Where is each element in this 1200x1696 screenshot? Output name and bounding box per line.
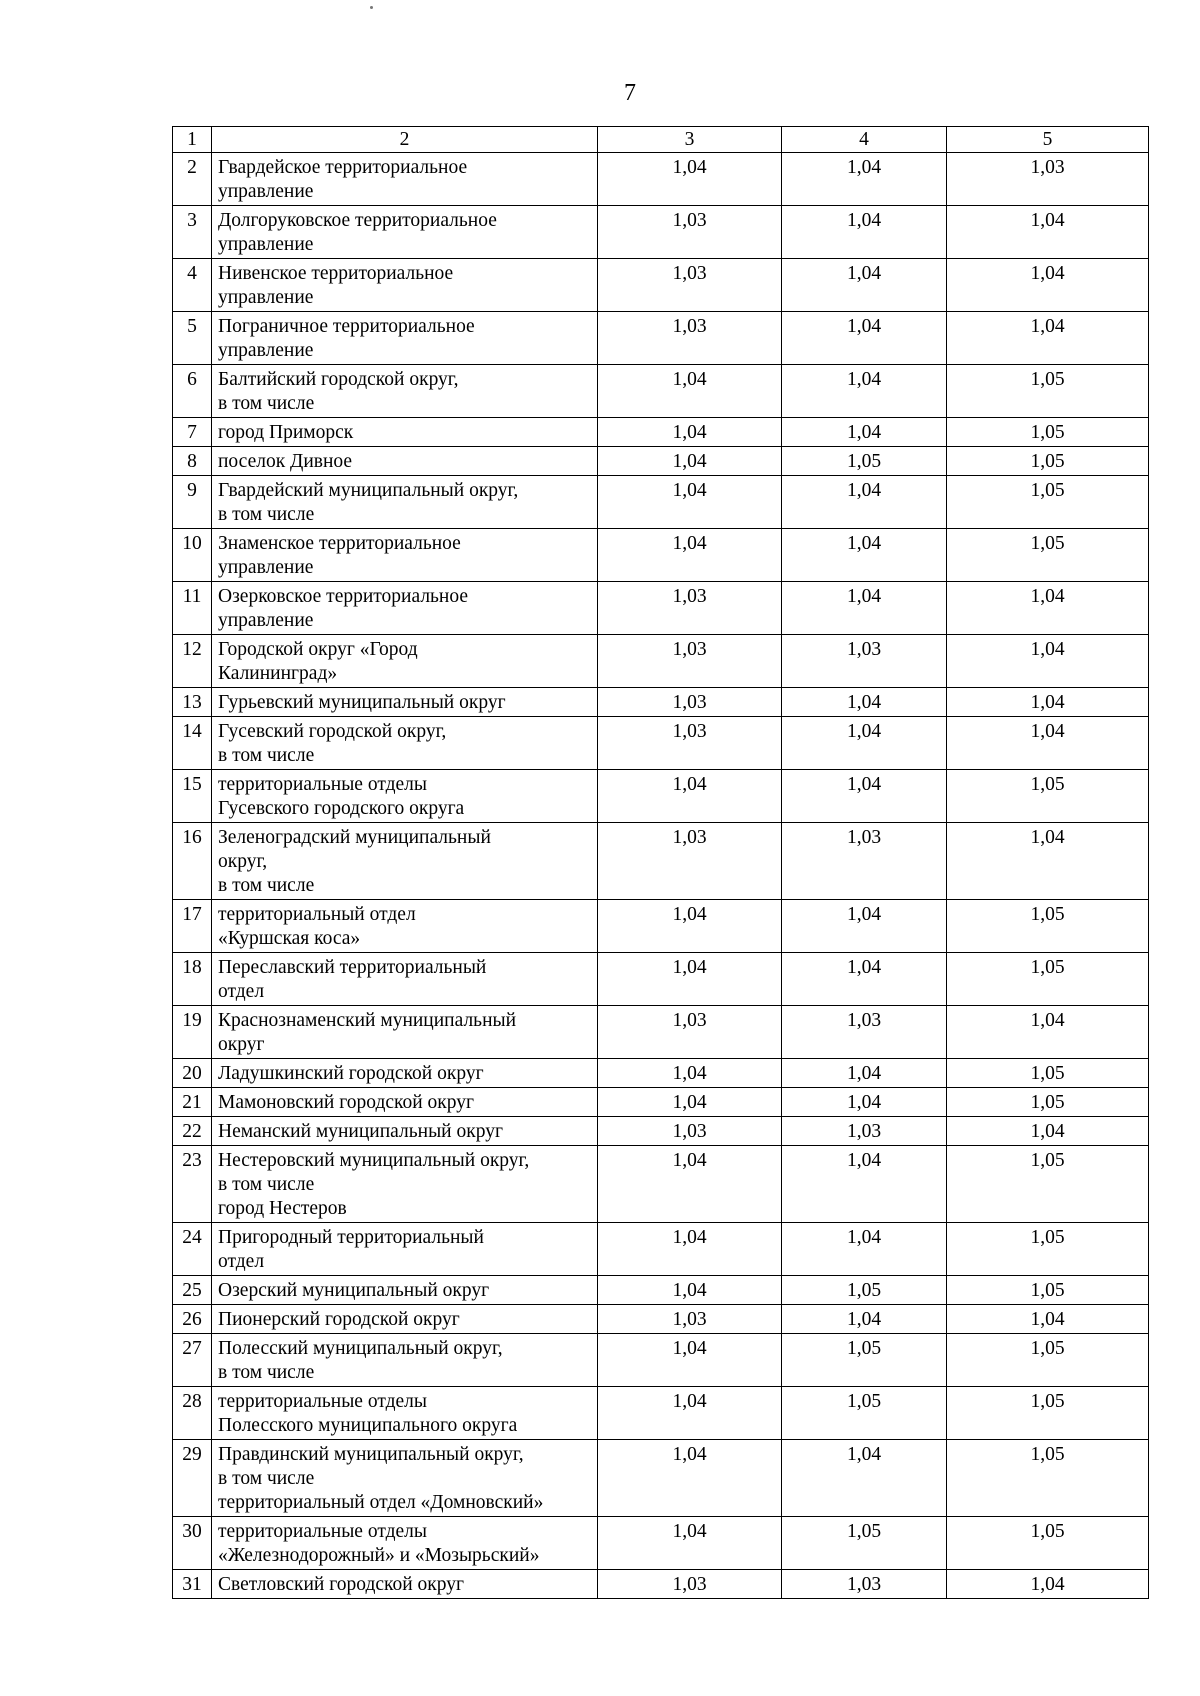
row-number-cell: 31 bbox=[173, 1570, 212, 1599]
row-number-cell: 28 bbox=[173, 1387, 212, 1440]
territory-name-cell bbox=[212, 688, 598, 717]
coefficient-cell-c3: 1,03 bbox=[598, 1305, 782, 1334]
row-number-cell: 4 bbox=[173, 259, 212, 312]
header-cell: 2 bbox=[212, 127, 598, 153]
coefficient-cell-c3: 1,03 bbox=[598, 823, 782, 900]
table-row bbox=[173, 206, 1149, 259]
territory-name-cell bbox=[212, 153, 598, 206]
row-number-cell: 17 bbox=[173, 900, 212, 953]
territory-name-cell bbox=[212, 582, 598, 635]
coefficient-cell-c5: 1,05 bbox=[947, 1059, 1149, 1088]
coefficient-cell-c3: 1,04 bbox=[598, 447, 782, 476]
territory-name-cell bbox=[212, 365, 598, 418]
territory-name-cell bbox=[212, 635, 598, 688]
coefficient-cell-c5: 1,05 bbox=[947, 476, 1149, 529]
coefficient-cell-c3: 1,04 bbox=[598, 953, 782, 1006]
row-number-cell: 6 bbox=[173, 365, 212, 418]
coefficient-cell-c4: 1,04 bbox=[782, 365, 947, 418]
territory-name-line: территориальный отдел bbox=[218, 904, 416, 925]
coefficient-cell-c4: 1,04 bbox=[782, 206, 947, 259]
coefficient-cell-c3: 1,04 bbox=[598, 1146, 782, 1223]
territory-name-line: отдел bbox=[218, 1251, 265, 1272]
coefficient-cell-c5: 1,04 bbox=[947, 1006, 1149, 1059]
table-row bbox=[173, 900, 1149, 953]
territory-name-cell bbox=[212, 1387, 598, 1440]
coefficient-cell-c3: 1,03 bbox=[598, 582, 782, 635]
header-cell: 4 bbox=[782, 127, 947, 153]
coefficient-cell-c4: 1,04 bbox=[782, 153, 947, 206]
coefficient-cell-c3: 1,04 bbox=[598, 1088, 782, 1117]
territory-name-line: Нестеровский муниципальный округ, bbox=[218, 1150, 530, 1171]
territory-name-line: Полесский муниципальный округ, bbox=[218, 1338, 503, 1359]
table-header-row bbox=[173, 127, 1149, 153]
territory-name-line: в том числе bbox=[218, 1468, 315, 1489]
territory-name-line: Краснознаменский муниципальный bbox=[218, 1010, 517, 1031]
coefficient-cell-c4: 1,04 bbox=[782, 1440, 947, 1517]
table-row bbox=[173, 717, 1149, 770]
territory-name-line: в том числе bbox=[218, 504, 315, 525]
coefficient-cell-c4: 1,04 bbox=[782, 529, 947, 582]
coefficient-cell-c3: 1,03 bbox=[598, 1117, 782, 1146]
coefficient-cell-c5: 1,04 bbox=[947, 312, 1149, 365]
coefficient-cell-c4: 1,05 bbox=[782, 1334, 947, 1387]
territory-name-cell bbox=[212, 953, 598, 1006]
coefficient-cell-c3: 1,04 bbox=[598, 153, 782, 206]
territory-name-cell bbox=[212, 418, 598, 447]
table-row bbox=[173, 1223, 1149, 1276]
coefficient-cell-c4: 1,04 bbox=[782, 953, 947, 1006]
territory-name-cell bbox=[212, 1117, 598, 1146]
coefficient-cell-c3: 1,03 bbox=[598, 259, 782, 312]
table-row bbox=[173, 770, 1149, 823]
coefficient-cell-c3: 1,04 bbox=[598, 770, 782, 823]
territory-name-cell bbox=[212, 900, 598, 953]
territory-name-line: отдел bbox=[218, 981, 265, 1002]
territory-name-line: в том числе bbox=[218, 875, 315, 896]
coefficient-cell-c4: 1,05 bbox=[782, 1517, 947, 1570]
territory-name-line: округ, bbox=[218, 851, 268, 872]
row-number-cell: 16 bbox=[173, 823, 212, 900]
coefficient-cell-c3: 1,04 bbox=[598, 476, 782, 529]
territory-name-cell bbox=[212, 447, 598, 476]
coefficient-cell-c3: 1,04 bbox=[598, 900, 782, 953]
coefficient-cell-c4: 1,04 bbox=[782, 688, 947, 717]
table-row bbox=[173, 582, 1149, 635]
coefficient-cell-c5: 1,04 bbox=[947, 717, 1149, 770]
row-number-cell: 11 bbox=[173, 582, 212, 635]
territory-name-line: территориальные отделы bbox=[218, 1391, 427, 1412]
row-number-cell: 18 bbox=[173, 953, 212, 1006]
row-number-cell: 14 bbox=[173, 717, 212, 770]
territory-name-line: управление bbox=[218, 181, 314, 202]
coefficient-cell-c5: 1,05 bbox=[947, 529, 1149, 582]
table-row bbox=[173, 259, 1149, 312]
coefficient-cell-c4: 1,03 bbox=[782, 635, 947, 688]
coefficient-cell-c5: 1,04 bbox=[947, 259, 1149, 312]
coefficient-cell-c4: 1,04 bbox=[782, 1223, 947, 1276]
territory-name-line: поселок Дивное bbox=[218, 451, 353, 472]
table-row bbox=[173, 823, 1149, 900]
scan-dot bbox=[370, 6, 373, 9]
coefficient-cell-c3: 1,03 bbox=[598, 635, 782, 688]
row-number-cell: 24 bbox=[173, 1223, 212, 1276]
row-number-cell: 7 bbox=[173, 418, 212, 447]
table-row bbox=[173, 953, 1149, 1006]
territory-name-line: Озерский муниципальный округ bbox=[218, 1280, 490, 1301]
coefficient-cell-c3: 1,04 bbox=[598, 1223, 782, 1276]
table-row bbox=[173, 1117, 1149, 1146]
territory-name-line: Долгоруковское территориальное bbox=[218, 210, 497, 231]
coefficient-cell-c4: 1,04 bbox=[782, 1059, 947, 1088]
territory-name-line: Пионерский городской округ bbox=[218, 1309, 460, 1330]
row-number-cell: 22 bbox=[173, 1117, 212, 1146]
coefficient-cell-c5: 1,05 bbox=[947, 1223, 1149, 1276]
coefficient-cell-c5: 1,04 bbox=[947, 688, 1149, 717]
coefficient-cell-c5: 1,04 bbox=[947, 582, 1149, 635]
territory-name-line: в том числе bbox=[218, 393, 315, 414]
header-cell: 3 bbox=[598, 127, 782, 153]
territory-name-line: Калининград» bbox=[218, 663, 338, 684]
territory-name-line: в том числе bbox=[218, 745, 315, 766]
coefficient-cell-c4: 1,05 bbox=[782, 447, 947, 476]
territory-name-cell bbox=[212, 1334, 598, 1387]
row-number-cell: 23 bbox=[173, 1146, 212, 1223]
table-row bbox=[173, 1517, 1149, 1570]
territory-name-cell bbox=[212, 529, 598, 582]
row-number-cell: 30 bbox=[173, 1517, 212, 1570]
coefficient-cell-c3: 1,04 bbox=[598, 1387, 782, 1440]
coefficient-cell-c5: 1,05 bbox=[947, 1088, 1149, 1117]
territory-name-line: «Куршская коса» bbox=[218, 928, 361, 949]
coefficient-cell-c3: 1,04 bbox=[598, 1440, 782, 1517]
table-row bbox=[173, 688, 1149, 717]
coefficient-cell-c5: 1,05 bbox=[947, 447, 1149, 476]
territory-name-line: Нивенское территориальное bbox=[218, 263, 454, 284]
coefficient-cell-c4: 1,04 bbox=[782, 770, 947, 823]
page-number: 7 bbox=[624, 80, 636, 106]
territory-name-cell bbox=[212, 259, 598, 312]
territory-name-line: в том числе bbox=[218, 1174, 315, 1195]
coefficient-cell-c3: 1,03 bbox=[598, 206, 782, 259]
territory-name-line: территориальные отделы bbox=[218, 1521, 427, 1542]
row-number-cell: 12 bbox=[173, 635, 212, 688]
coefficient-cell-c5: 1,03 bbox=[947, 153, 1149, 206]
coefficient-cell-c5: 1,05 bbox=[947, 1387, 1149, 1440]
territory-name-line: город Нестеров bbox=[218, 1198, 347, 1219]
coefficient-cell-c3: 1,04 bbox=[598, 1059, 782, 1088]
coefficient-cell-c5: 1,05 bbox=[947, 900, 1149, 953]
territory-name-cell bbox=[212, 1517, 598, 1570]
row-number-cell: 26 bbox=[173, 1305, 212, 1334]
table-row bbox=[173, 1088, 1149, 1117]
territory-name-line: в том числе bbox=[218, 1362, 315, 1383]
row-number-cell: 15 bbox=[173, 770, 212, 823]
territory-name-line: управление bbox=[218, 557, 314, 578]
coefficient-cell-c3: 1,03 bbox=[598, 312, 782, 365]
row-number-cell: 25 bbox=[173, 1276, 212, 1305]
territory-name-cell bbox=[212, 1088, 598, 1117]
row-number-cell: 9 bbox=[173, 476, 212, 529]
coefficient-cell-c5: 1,04 bbox=[947, 823, 1149, 900]
coefficient-cell-c3: 1,04 bbox=[598, 1334, 782, 1387]
coefficient-cell-c5: 1,05 bbox=[947, 365, 1149, 418]
coefficient-cell-c5: 1,05 bbox=[947, 1276, 1149, 1305]
coefficient-cell-c3: 1,03 bbox=[598, 1006, 782, 1059]
coefficient-cell-c3: 1,03 bbox=[598, 1570, 782, 1599]
territory-name-cell bbox=[212, 312, 598, 365]
coefficient-cell-c5: 1,05 bbox=[947, 1517, 1149, 1570]
header-cell: 1 bbox=[173, 127, 212, 153]
coefficient-cell-c5: 1,05 bbox=[947, 770, 1149, 823]
row-number-cell: 13 bbox=[173, 688, 212, 717]
row-number-cell: 8 bbox=[173, 447, 212, 476]
coefficient-cell-c4: 1,05 bbox=[782, 1387, 947, 1440]
territory-name-cell bbox=[212, 770, 598, 823]
table-row bbox=[173, 476, 1149, 529]
coefficient-cell-c3: 1,03 bbox=[598, 688, 782, 717]
coefficient-cell-c4: 1,04 bbox=[782, 312, 947, 365]
coefficient-cell-c4: 1,04 bbox=[782, 582, 947, 635]
coefficient-cell-c4: 1,04 bbox=[782, 259, 947, 312]
table-row bbox=[173, 1305, 1149, 1334]
coefficient-cell-c4: 1,03 bbox=[782, 1570, 947, 1599]
coefficient-cell-c5: 1,04 bbox=[947, 635, 1149, 688]
row-number-cell: 5 bbox=[173, 312, 212, 365]
coefficient-cell-c3: 1,04 bbox=[598, 418, 782, 447]
territory-name-line: Гвардейский муниципальный округ, bbox=[218, 480, 519, 501]
table-row bbox=[173, 365, 1149, 418]
coefficient-cell-c5: 1,05 bbox=[947, 418, 1149, 447]
territory-name-cell bbox=[212, 1276, 598, 1305]
coefficient-cell-c5: 1,04 bbox=[947, 1117, 1149, 1146]
coefficients-table bbox=[172, 126, 1149, 1599]
territory-name-line: Полесского муниципального округа bbox=[218, 1415, 518, 1436]
table-row bbox=[173, 1387, 1149, 1440]
territory-name-line: Переславский территориальный bbox=[218, 957, 487, 978]
territory-name-cell bbox=[212, 1146, 598, 1223]
coefficient-cell-c3: 1,04 bbox=[598, 365, 782, 418]
row-number-cell: 10 bbox=[173, 529, 212, 582]
table-row bbox=[173, 1006, 1149, 1059]
row-number-cell: 2 bbox=[173, 153, 212, 206]
coefficient-cell-c5: 1,05 bbox=[947, 1440, 1149, 1517]
row-number-cell: 27 bbox=[173, 1334, 212, 1387]
table-row bbox=[173, 1146, 1149, 1223]
territory-name-line: Гурьевский муниципальный округ bbox=[218, 692, 506, 713]
coefficient-cell-c4: 1,04 bbox=[782, 1088, 947, 1117]
coefficient-cell-c4: 1,04 bbox=[782, 717, 947, 770]
territory-name-line: территориальные отделы bbox=[218, 774, 427, 795]
table-row bbox=[173, 1276, 1149, 1305]
coefficient-cell-c4: 1,04 bbox=[782, 418, 947, 447]
territory-name-line: Мамоновский городской округ bbox=[218, 1092, 475, 1113]
coefficient-cell-c5: 1,05 bbox=[947, 1146, 1149, 1223]
row-number-cell: 29 bbox=[173, 1440, 212, 1517]
table-row bbox=[173, 1334, 1149, 1387]
territory-name-cell bbox=[212, 1059, 598, 1088]
territory-name-line: Зеленоградский муниципальный bbox=[218, 827, 491, 848]
territory-name-cell bbox=[212, 1006, 598, 1059]
table-row bbox=[173, 447, 1149, 476]
territory-name-line: Знаменское территориальное bbox=[218, 533, 461, 554]
territory-name-line: Гусевского городского округа bbox=[218, 798, 465, 819]
territory-name-line: город Приморск bbox=[218, 422, 354, 443]
coefficient-cell-c5: 1,05 bbox=[947, 1334, 1149, 1387]
territory-name-line: Светловский городской округ bbox=[218, 1574, 465, 1595]
territory-name-line: управление bbox=[218, 287, 314, 308]
table-row bbox=[173, 418, 1149, 447]
territory-name-cell bbox=[212, 1440, 598, 1517]
coefficient-cell-c4: 1,04 bbox=[782, 900, 947, 953]
territory-name-cell bbox=[212, 717, 598, 770]
territory-name-line: территориальный отдел «Домновский» bbox=[218, 1492, 544, 1513]
coefficient-cell-c5: 1,04 bbox=[947, 206, 1149, 259]
territory-name-line: Озерковское территориальное bbox=[218, 586, 469, 607]
coefficient-cell-c4: 1,03 bbox=[782, 823, 947, 900]
coefficient-cell-c5: 1,04 bbox=[947, 1570, 1149, 1599]
table-row bbox=[173, 312, 1149, 365]
territory-name-line: управление bbox=[218, 234, 314, 255]
territory-name-line: Балтийский городской округ, bbox=[218, 369, 459, 390]
coefficient-cell-c3: 1,04 bbox=[598, 1517, 782, 1570]
territory-name-cell bbox=[212, 206, 598, 259]
table-row bbox=[173, 529, 1149, 582]
territory-name-cell bbox=[212, 1570, 598, 1599]
coefficient-cell-c3: 1,04 bbox=[598, 529, 782, 582]
territory-name-cell bbox=[212, 823, 598, 900]
coefficient-cell-c3: 1,04 bbox=[598, 1276, 782, 1305]
territory-name-cell bbox=[212, 476, 598, 529]
territory-name-line: Правдинский муниципальный округ, bbox=[218, 1444, 524, 1465]
table-row bbox=[173, 635, 1149, 688]
coefficient-cell-c4: 1,04 bbox=[782, 476, 947, 529]
table-row bbox=[173, 1059, 1149, 1088]
territory-name-line: управление bbox=[218, 340, 314, 361]
territory-name-cell bbox=[212, 1223, 598, 1276]
row-number-cell: 19 bbox=[173, 1006, 212, 1059]
coefficient-cell-c4: 1,05 bbox=[782, 1276, 947, 1305]
coefficient-cell-c4: 1,03 bbox=[782, 1006, 947, 1059]
coefficient-cell-c5: 1,05 bbox=[947, 953, 1149, 1006]
table-row bbox=[173, 1570, 1149, 1599]
territory-name-line: округ bbox=[218, 1034, 265, 1055]
territory-name-cell bbox=[212, 1305, 598, 1334]
coefficient-cell-c4: 1,03 bbox=[782, 1117, 947, 1146]
header-cell: 5 bbox=[947, 127, 1149, 153]
territory-name-line: Гвардейское территориальное bbox=[218, 157, 468, 178]
coefficient-cell-c4: 1,04 bbox=[782, 1305, 947, 1334]
row-number-cell: 21 bbox=[173, 1088, 212, 1117]
territory-name-line: Гусевский городской округ, bbox=[218, 721, 447, 742]
coefficient-cell-c5: 1,04 bbox=[947, 1305, 1149, 1334]
territory-name-line: Пограничное территориальное bbox=[218, 316, 475, 337]
row-number-cell: 20 bbox=[173, 1059, 212, 1088]
table-row bbox=[173, 1440, 1149, 1517]
territory-name-line: Городской округ «Город bbox=[218, 639, 418, 660]
row-number-cell: 3 bbox=[173, 206, 212, 259]
territory-name-line: Ладушкинский городской округ bbox=[218, 1063, 484, 1084]
coefficient-cell-c4: 1,04 bbox=[782, 1146, 947, 1223]
territory-name-line: Пригородный территориальный bbox=[218, 1227, 484, 1248]
territory-name-line: «Железнодорожный» и «Мозырьский» bbox=[218, 1545, 540, 1566]
territory-name-line: управление bbox=[218, 610, 314, 631]
table-row bbox=[173, 153, 1149, 206]
territory-name-line: Неманский муниципальный округ bbox=[218, 1121, 503, 1142]
coefficient-cell-c3: 1,03 bbox=[598, 717, 782, 770]
